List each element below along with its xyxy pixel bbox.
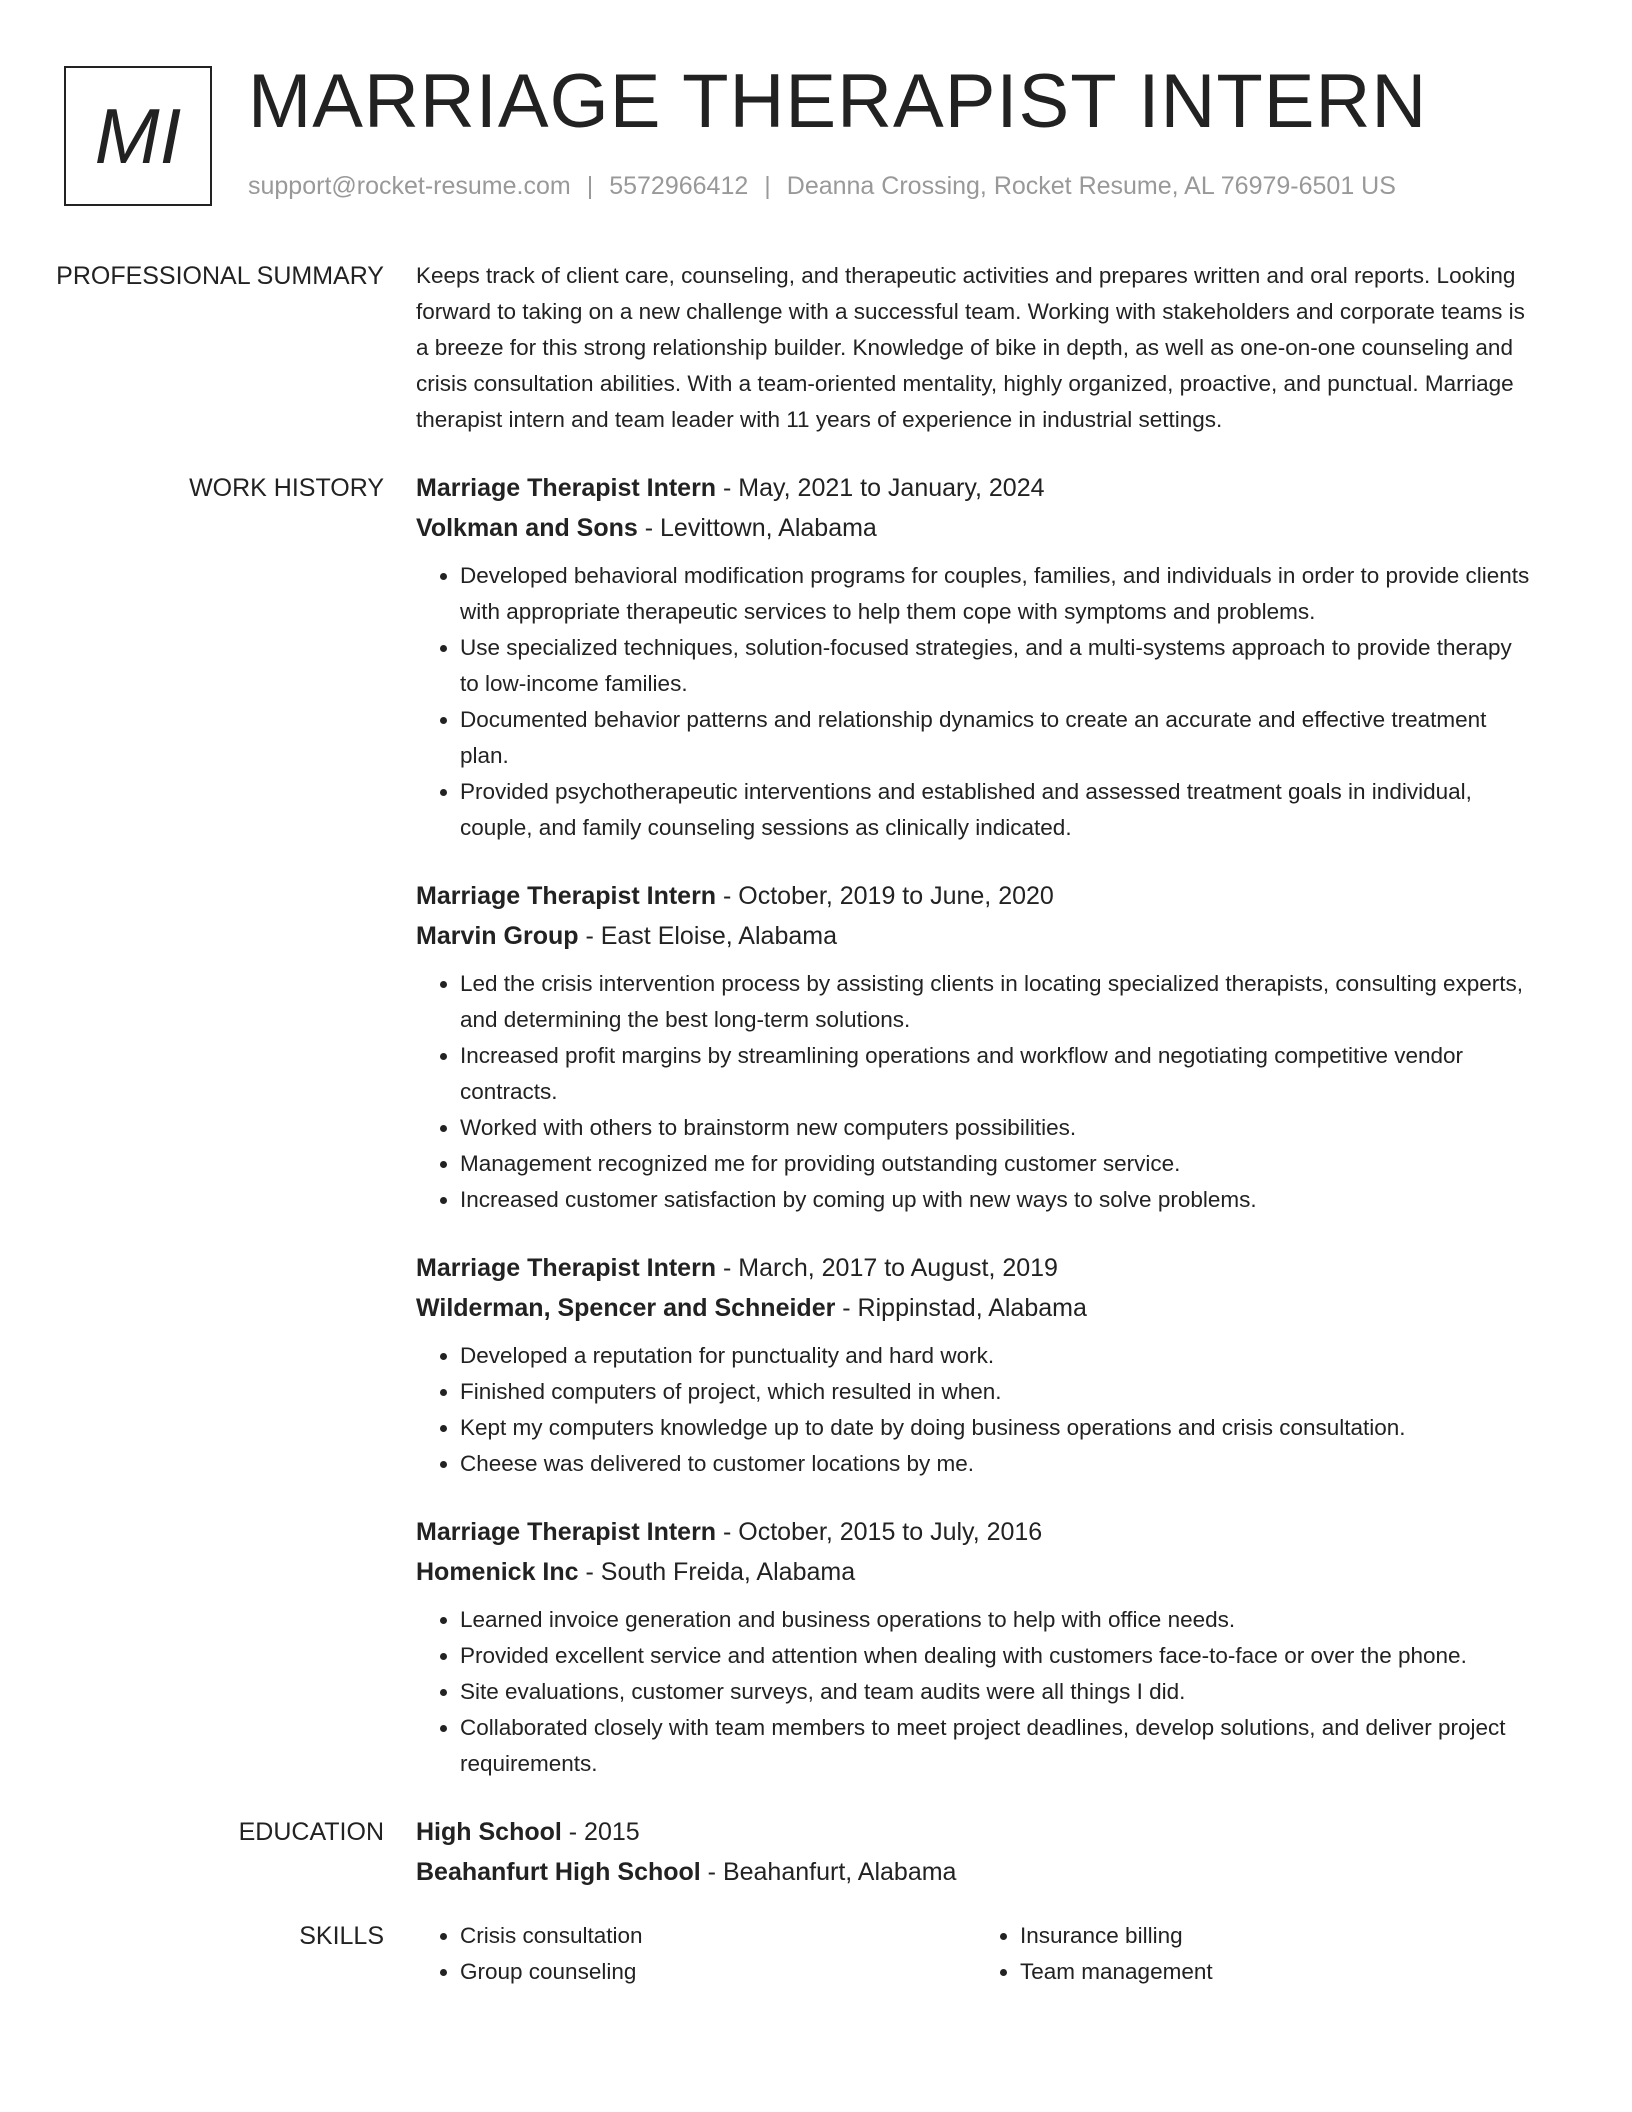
- skills-list-right: [976, 1918, 1536, 1990]
- contact-line: [248, 172, 1396, 201]
- job-title: Marriage Therapist Intern: [416, 882, 717, 910]
- job-title-line: [416, 1512, 1536, 1552]
- job-entry: [416, 876, 1536, 1218]
- job-location: - East Eloise, Alabama: [578, 922, 837, 950]
- job-company-line: [416, 916, 1536, 956]
- job-company: Wilderman, Spencer and Schneider: [416, 1294, 836, 1322]
- job-bullet: • Collaborated closely with team members to meet project deadlines, develop solutions, and deliver project requirements.: [460, 1710, 1536, 1782]
- job-bullet: • Developed behavioral modification programs for couples, families, and individuals in order to provide clients with appropriate therapeutic services to help them cope with symptoms and problems.: [460, 558, 1536, 630]
- education-year: - 2015: [561, 1818, 640, 1846]
- education-section: [0, 1812, 1632, 1892]
- skills-heading: SKILLS: [299, 1922, 384, 1950]
- summary-section: [0, 258, 1632, 438]
- job-bullets: [416, 1602, 1536, 1782]
- job-title: Marriage Therapist Intern: [416, 1254, 717, 1282]
- resume-name-title: MARRIAGE THERAPIST INTERN: [248, 59, 1428, 144]
- job-entry: [416, 468, 1536, 846]
- job-company-line: [416, 1552, 1536, 1592]
- monogram-text: MI: [94, 91, 182, 180]
- job-bullet: • Cheese was delivered to customer locations by me.: [460, 1446, 1536, 1482]
- summary-heading: PROFESSIONAL SUMMARY: [56, 262, 384, 290]
- education-heading: EDUCATION: [238, 1818, 384, 1846]
- job-location: - Levittown, Alabama: [637, 514, 877, 542]
- job-bullet: • Kept my computers knowledge up to date by doing business operations and crisis consultation.: [460, 1410, 1536, 1446]
- job-bullet: • Led the crisis intervention process by assisting clients in locating specialized therapists, consulting experts, and determining the best long-term solutions.: [460, 966, 1536, 1038]
- resume-sections: [0, 258, 1632, 1990]
- summary-text: Keeps track of client care, counseling, and therapeutic activities and prepares written and oral reports. Looking forward to taking on a new challenge with a successful team. Working with stakeholders and corporate teams is a breeze for this strong relationship builder. Knowledge of bike in depth, as well as one-on-one counseling and crisis consultation abilities. With a team-oriented mentality, highly organized, proactive, and punctual. Marriage therapist intern and team leader with 11 years of experience in industrial settings.: [416, 263, 1525, 432]
- job-bullets: [416, 1338, 1536, 1482]
- job-entry: [416, 1512, 1536, 1782]
- job-bullet: • Provided excellent service and attention when dealing with customers face-to-face or over the phone.: [460, 1638, 1536, 1674]
- job-location: - Rippinstad, Alabama: [835, 1294, 1087, 1322]
- job-bullet: • Use specialized techniques, solution-focused strategies, and a multi-systems approach to provide therapy to low-income families.: [460, 630, 1536, 702]
- job-dates: - October, 2015 to July, 2016: [716, 1518, 1043, 1546]
- skill-item: • Team management: [1020, 1954, 1536, 1990]
- job-company-line: [416, 508, 1536, 548]
- job-bullet: • Management recognized me for providing outstanding customer service.: [460, 1146, 1536, 1182]
- contact-address: Deanna Crossing, Rocket Resume, AL 76979-6501 US: [786, 172, 1396, 200]
- job-title-line: [416, 468, 1536, 508]
- monogram-box: [64, 66, 212, 206]
- skill-item: • Insurance billing: [1020, 1918, 1536, 1954]
- work-history-section: [0, 468, 1632, 1812]
- job-bullet: • Worked with others to brainstorm new computers possibilities.: [460, 1110, 1536, 1146]
- job-title: Marriage Therapist Intern: [416, 474, 717, 502]
- education-location: - Beahanfurt, Alabama: [700, 1858, 957, 1886]
- job-bullets: [416, 558, 1536, 846]
- skills-section: [0, 1918, 1632, 1990]
- job-bullet: • Learned invoice generation and business operations to help with office needs.: [460, 1602, 1536, 1638]
- job-bullet: • Provided psychotherapeutic interventions and established and assessed treatment goals in individual, couple, and family counseling sessions as clinically indicated.: [460, 774, 1536, 846]
- job-company: Homenick Inc: [416, 1558, 579, 1586]
- job-bullet: • Increased customer satisfaction by coming up with new ways to solve problems.: [460, 1182, 1536, 1218]
- contact-separator: |: [764, 172, 771, 200]
- job-title: Marriage Therapist Intern: [416, 1518, 717, 1546]
- job-location: - South Freida, Alabama: [578, 1558, 856, 1586]
- skill-item: • Group counseling: [460, 1954, 976, 1990]
- job-bullet: • Documented behavior patterns and relationship dynamics to create an accurate and effective treatment plan.: [460, 702, 1536, 774]
- job-bullet: • Finished computers of project, which resulted in when.: [460, 1374, 1536, 1410]
- job-bullet: • Increased profit margins by streamlining operations and workflow and negotiating competitive vendor contracts.: [460, 1038, 1536, 1110]
- work-history-heading: WORK HISTORY: [189, 474, 384, 502]
- job-bullet: • Developed a reputation for punctuality and hard work.: [460, 1338, 1536, 1374]
- job-title-line: [416, 876, 1536, 916]
- education-degree-line: [416, 1812, 1536, 1852]
- job-company: Marvin Group: [416, 922, 579, 950]
- skills-list-left: [416, 1918, 976, 1990]
- job-dates: - May, 2021 to January, 2024: [716, 474, 1045, 502]
- education-school: Beahanfurt High School: [416, 1858, 701, 1886]
- job-company-line: [416, 1288, 1536, 1328]
- contact-separator: |: [586, 172, 594, 200]
- education-school-line: [416, 1852, 1536, 1892]
- job-bullet: • Site evaluations, customer surveys, and team audits were all things I did.: [460, 1674, 1536, 1710]
- contact-email: support@rocket-resume.com: [248, 172, 571, 200]
- job-dates: - October, 2019 to June, 2020: [716, 882, 1054, 910]
- skill-item: • Crisis consultation: [460, 1918, 976, 1954]
- job-entry: [416, 1248, 1536, 1482]
- education-degree: High School: [416, 1818, 562, 1846]
- job-dates: - March, 2017 to August, 2019: [716, 1254, 1058, 1282]
- contact-phone: 5572966412: [609, 172, 749, 200]
- job-bullets: [416, 966, 1536, 1218]
- job-company: Volkman and Sons: [416, 514, 638, 542]
- job-title-line: [416, 1248, 1536, 1288]
